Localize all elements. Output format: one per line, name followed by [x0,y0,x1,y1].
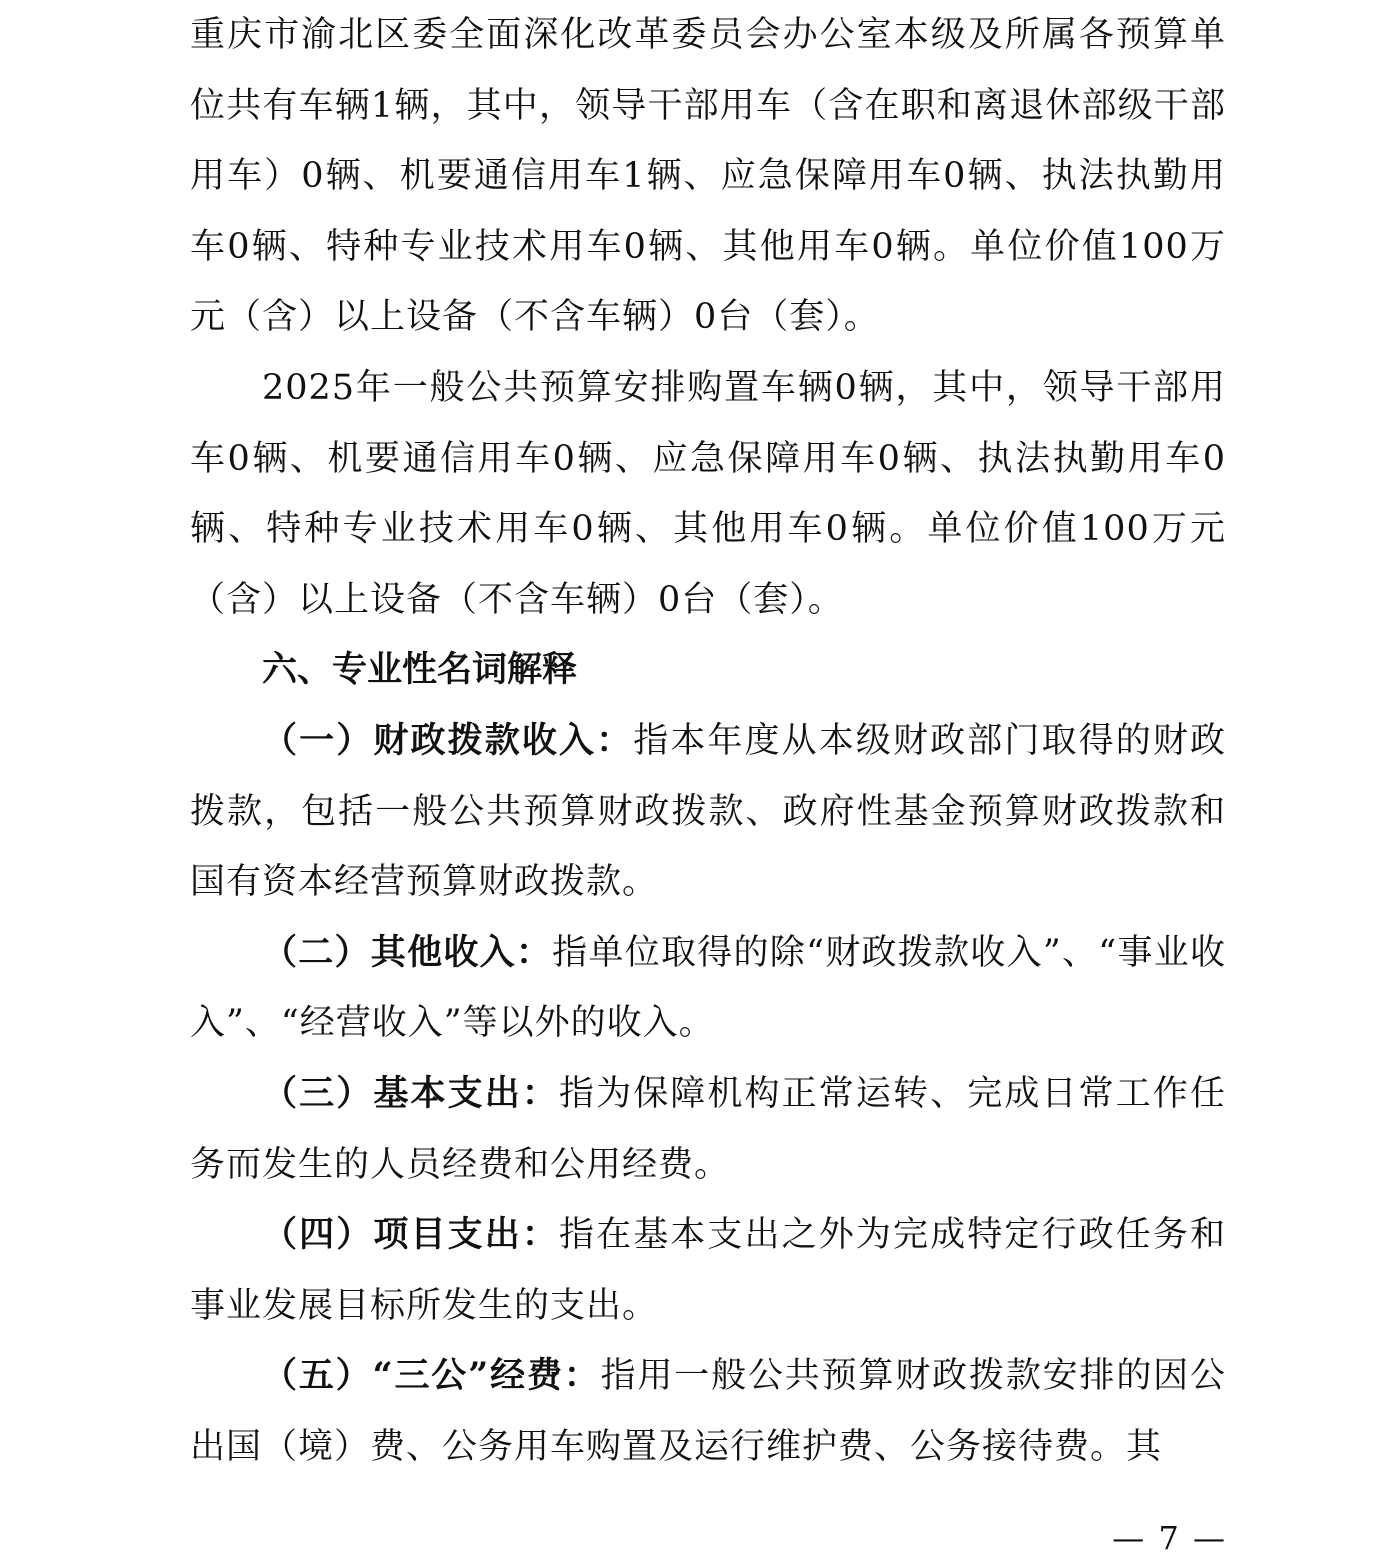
definition-text: 指在基本支出之外为完成特定行政任务和事业发展目标所发生的支出。 [190,1215,1226,1326]
definition-item [190,1200,1226,1341]
section-heading: 六、专业性名词解释 [262,650,578,691]
page-number: — 7 — [1112,1519,1227,1557]
definition-text: 指单位取得的除“财政拨款收入”、“事业收入”、“经营收入”等以外的收入。 [190,932,1226,1044]
definition-term: （一）财政拨款收入： [262,719,634,761]
definition-item [190,1341,1226,1482]
document-page [190,0,1226,1482]
definition-text: 指本年度从本级财政部门取得的财政拨款，包括一般公共预算财政拨款、政府性基金预算财政拨款和国有资本经营预算财政拨款。 [190,720,1226,903]
definition-item [190,918,1226,1059]
vehicle-count-paragraph: 重庆市渝北区委全面深化改革委员会办公室本级及所属各预算单位共有车辆1辆，其中，领导干部用车（含在职和离退休部级干部用车）0辆、机要通信用车1辆、应急保障用车0辆、执法执勤用车0辆、特种专业技术用车0辆、其他用车0辆。单位价值100万元（含）以上设备（不含车辆）0台（套）。 [190,15,1226,338]
definition-term: （二）其他收入： [262,931,553,973]
definition-term: （三）基本支出： [262,1072,559,1114]
definition-term: （四）项目支出： [262,1214,559,1256]
vehicle-purchase-paragraph: 2025年一般公共预算安排购置车辆0辆，其中，领导干部用车0辆、机要通信用车0辆、应急保障用车0辆、执法执勤用车0辆、特种专业技术用车0辆、其他用车0辆。单位价值100万元（含）以上设备（不含车辆）0台（套）。 [190,367,1226,620]
definition-text: 指为保障机构正常运转、完成日常工作任务而发生的人员经费和公用经费。 [190,1073,1226,1185]
definition-text: 指用一般公共预算财政拨款安排的因公出国（境）费、公务用车购置及运行维护费、公务接待费。其 [190,1356,1226,1467]
definition-item [190,1059,1226,1200]
definition-item [190,706,1226,918]
definition-term: （五）“三公”经费： [262,1355,601,1397]
